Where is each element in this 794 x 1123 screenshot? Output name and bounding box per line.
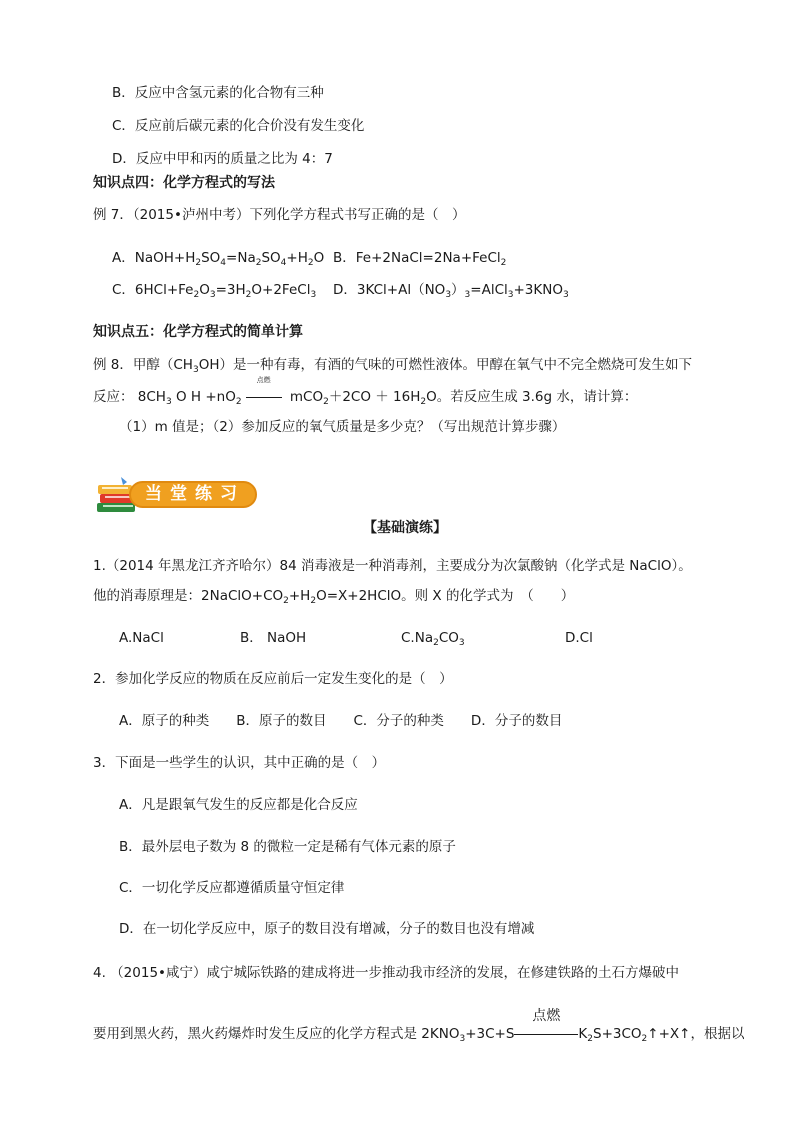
basic-practice-heading: 【基础演练】 — [363, 520, 447, 536]
question-4-line-2: 要用到黑火药，黑火药爆炸时发生反应的化学方程式是 $2KNO_3+3C+S$ 点燃 $K_2S+3CO_2↑+X↑$，根据以 — [93, 1008, 745, 1044]
question-1-option-d: D.Cl — [565, 630, 593, 646]
question-3-option-b: B．最外层电子数为 8 的微粒一定是稀有气体元素的原子 — [119, 839, 456, 855]
section-heading-4: 知识点四：化学方程式的写法 — [93, 175, 275, 191]
question-4-line-1: 4. （2015•咸宁）咸宁城际铁路的建成将进一步推动我市经济的发展，在修建铁路的土石方爆破中 — [93, 965, 679, 981]
reaction-condition-arrow: 点燃 — [242, 388, 286, 406]
option-b: B．反应中含氢元素的化合物有三种 — [112, 85, 324, 101]
question-1-option-a: A.NaCl — [119, 630, 164, 646]
question-3-option-c: C．一切化学反应都遵循质量守恒定律 — [119, 880, 345, 896]
question-2-stem: 2．参加化学反应的物质在反应前后一定发生变化的是（ ） — [93, 671, 453, 687]
example-7-option-a: A．$NaOH+H_2SO_4=Na_2SO_4+H_2O$ — [112, 250, 325, 268]
section-heading-5: 知识点五：化学方程式的简单计算 — [93, 324, 303, 340]
question-3-stem: 3．下面是一些学生的认识，其中正确的是（ ） — [93, 755, 386, 771]
question-1-line-2: 他的消毒原理是：$2NaClO+CO_2+H_2O=X+2HClO$。则 X 的化学式为 （ ） — [93, 588, 575, 606]
question-3-option-a: A．凡是跟氧气发生的反应都是化合反应 — [119, 797, 358, 813]
question-1-option-b: B． NaOH — [240, 630, 307, 646]
question-3-option-d: D．在一切化学反应中，原子的数目没有增减，分子的数目也没有增减 — [119, 921, 535, 937]
option-c: C．反应前后碳元素的化合价没有发生变化 — [112, 118, 365, 134]
example-7-stem: 例 7．（2015•泸州中考）下列化学方程式书写正确的是（ ） — [93, 207, 466, 223]
example-8-line-1: 例 8．甲醇$(CH_3OH)$是一种有毒，有酒的气味的可燃性液体。甲醇在氧气中不完全燃烧可发生如下 — [93, 357, 692, 375]
option-d: D．反应中甲和丙的质量之比为 4：7 — [112, 151, 333, 167]
question-1-line-1: 1.（2014 年黑龙江齐齐哈尔）84 消毒液是一种消毒剂，主要成分为次氯酸钠（化学式是 NaClO）。 — [93, 558, 692, 574]
example-8-equation: 反应： $8CH_3$ O $H +nO_2$ 点燃 $mCO_2+2CO + 16H_2O$。若反应生成 3.6g 水，请计算： — [93, 376, 638, 407]
reaction-condition-arrow: 点燃 — [514, 1025, 578, 1043]
question-1-option-c: $C.Na_2CO_3$ — [401, 630, 465, 648]
question-2-options: A．原子的种类 B．原子的数目 C．分子的种类 D．分子的数目 — [119, 713, 563, 729]
example-7-option-b: B．Fe+2NaCl=2Na+FeCl$_2$ — [333, 250, 507, 268]
example-8-questions: （1）m 值是；（2）参加反应的氧气质量是多少克？（写出规范计算步骤） — [119, 419, 566, 435]
example-7-option-c: C．$6HCl+Fe_2O_3=3H_2O+2FeCl_3$ — [112, 282, 317, 300]
banner-title: 当堂练习 — [145, 484, 245, 504]
example-7-option-d: D．$3KCl+Al(NO_3)_3=AlCl_3+3KNO_3$ — [333, 282, 569, 300]
practice-banner — [93, 473, 261, 519]
